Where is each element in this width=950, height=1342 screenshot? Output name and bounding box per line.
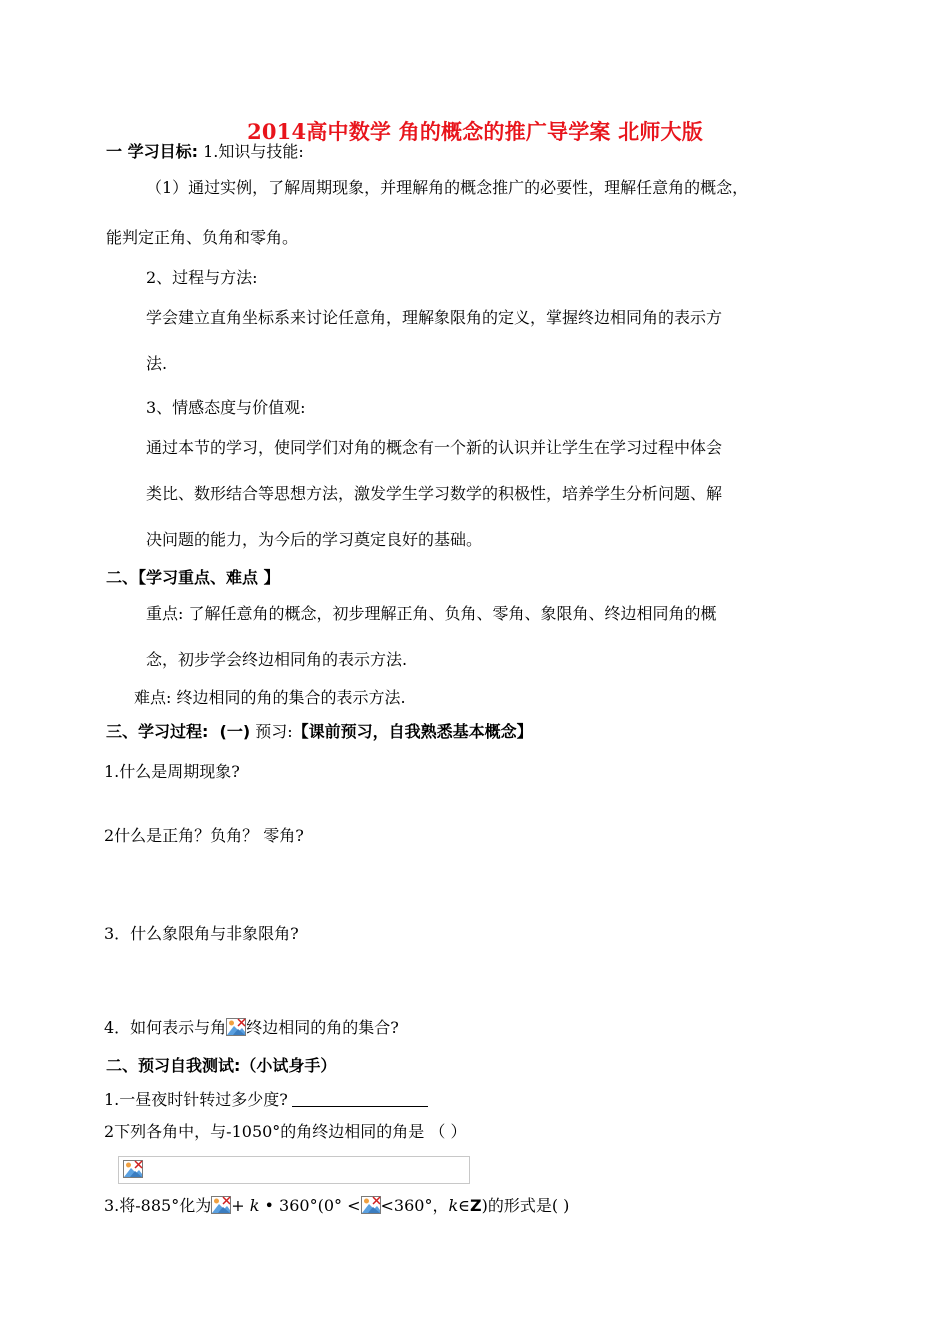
section3-preview: 预习: [255, 722, 293, 741]
test-1-text: 1.一昼夜时针转过多少度? [104, 1090, 288, 1109]
test-3-mid: • 360°(0° < [264, 1196, 361, 1215]
section1-p1-line1: （1）通过实例，了解周期现象，并理解角的概念推广的必要性，理解任意角的概念， [146, 178, 749, 197]
image-placeholder-box [118, 1156, 470, 1184]
section1-sub3: 3、情感态度与价值观: [146, 398, 306, 417]
section1-colon: : [191, 142, 198, 161]
section2-key-line2: 念，初步学会终边相同角的表示方法. [146, 650, 408, 669]
broken-image-icon [123, 1160, 143, 1178]
section2-heading: 二、【学习重点、难点 】 [106, 568, 280, 587]
broken-image-icon [211, 1196, 231, 1214]
document-title: 2014高中数学 角的概念的推广导学案 北师大版 [247, 119, 703, 144]
test-1 [104, 1088, 428, 1112]
section1-heading-line [106, 140, 304, 164]
question-2: 2什么是正角？负角？ 零角? [104, 826, 304, 845]
section1-p2-line1: 学会建立直角坐标系来讨论任意角，理解象限角的定义，掌握终边相同角的表示方 [146, 308, 723, 327]
section3-bracket: 【课前预习，自我熟悉基本概念】 [292, 722, 533, 741]
question-4 [104, 1016, 399, 1040]
section1-sub2: 2、过程与方法: [146, 268, 258, 287]
question-3: 3．什么象限角与非象限角? [104, 924, 299, 943]
broken-image-icon [361, 1196, 381, 1214]
section2-key-line1: 重点: 了解任意角的概念，初步理解正角、负角、零角、象限角、终边相同角的概 [146, 604, 717, 623]
section4-heading: 二、预习自我测试:（小试身手） [106, 1056, 337, 1075]
question-4-suffix: 终边相同的角的集合? [246, 1018, 399, 1037]
question-1: 1.什么是周期现象? [104, 762, 240, 781]
answer-blank[interactable] [292, 1088, 428, 1107]
test-3-k: k [249, 1196, 260, 1215]
test-3-z: Z [470, 1196, 482, 1215]
test-3 [104, 1194, 569, 1218]
test-3-prefix: 3.将-885°化为 [104, 1196, 212, 1215]
section3-heading: 三、学习过程: [106, 722, 209, 741]
test-2: 2下列各角中，与-1050°的角终边相同的角是 （ ） [104, 1122, 467, 1141]
section1-p3-line1: 通过本节的学习，使同学们对角的概念有一个新的认识并让学生在学习过程中体会 [146, 438, 723, 457]
section1-p1-line2: 能判定正角、负角和零角。 [106, 228, 299, 247]
test-3-lt: <360°， [380, 1196, 449, 1215]
section1-p3-line3: 决问题的能力，为今后的学习奠定良好的基础。 [146, 530, 483, 549]
section1-p3-line2: 类比、数形结合等思想方法，激发学生学习数学的积极性，培养学生分析问题、解 [146, 484, 723, 503]
section1-sub1: 1.知识与技能: [203, 142, 304, 161]
section3-part: (一) [219, 722, 251, 741]
section2-difficult: 难点: 终边相同的角的集合的表示方法. [134, 688, 406, 707]
test-3-in: ∈ [458, 1196, 470, 1215]
section1-p2-line2: 法. [146, 354, 168, 373]
test-3-k2: k [448, 1196, 459, 1215]
broken-image-icon [226, 1018, 246, 1036]
test-3-plus: + [231, 1196, 245, 1215]
section3-heading-line [106, 720, 533, 744]
question-4-prefix: 4．如何表示与角 [104, 1018, 227, 1037]
section1-heading: 一 学习目标 [106, 142, 192, 161]
test-3-suffix: )的形式是( ) [481, 1196, 570, 1215]
